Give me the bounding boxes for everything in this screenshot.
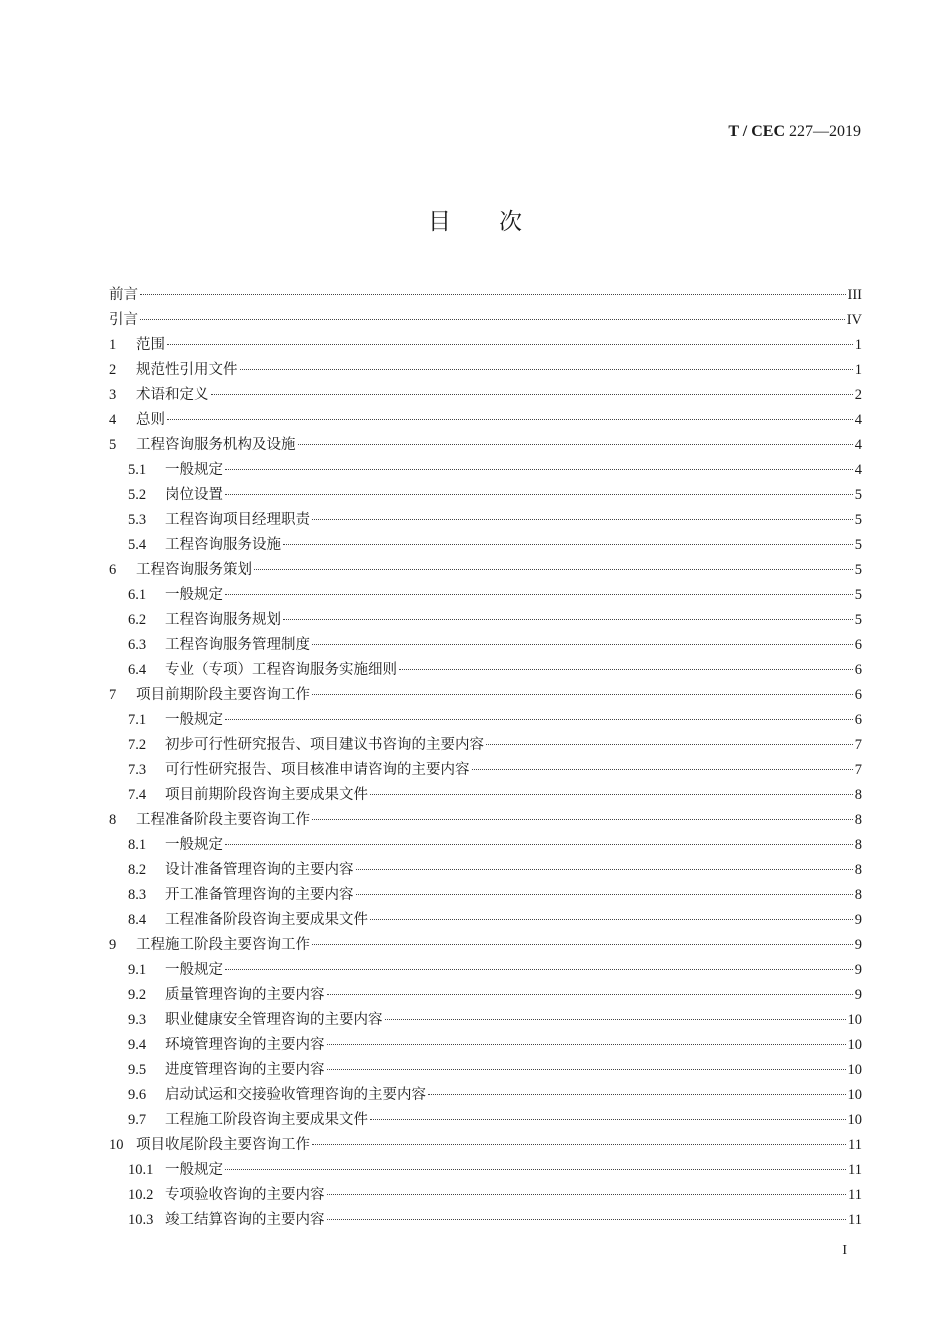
toc-entry[interactable] [109,1108,862,1133]
toc-leader-dots [283,619,853,620]
toc-leader-dots [225,494,853,495]
toc-entry[interactable] [109,1058,862,1083]
toc-entry-page: 5 [854,537,862,553]
page-title: 目次 [428,209,570,235]
toc-entry-title: 开工准备管理咨询的主要内容 [165,887,354,903]
toc-entry-page: 1 [854,337,862,353]
toc-entry[interactable] [109,1083,862,1108]
toc-entry-number: 7.4 [128,787,147,803]
toc-entry-title: 范围 [136,337,165,353]
toc-entry-title: 工程准备阶段咨询主要成果文件 [165,912,368,928]
toc-entry-number: 10 [109,1137,124,1153]
toc-entry-title: 质量管理咨询的主要内容 [165,987,325,1003]
document-code [728,123,861,141]
toc-entry[interactable] [109,658,862,683]
toc-entry-number: 9.6 [128,1087,147,1103]
toc-entry-number: 7.1 [128,712,147,728]
toc-entry[interactable] [109,1208,862,1233]
toc-leader-dots [312,819,853,820]
toc-entry[interactable] [109,608,862,633]
toc-entry-number: 10.2 [128,1187,154,1203]
document-code-suffix: 227—2019 [785,123,861,140]
toc-leader-dots [167,419,853,420]
toc-entry-page: 1 [854,362,862,378]
toc-leader-dots [283,544,853,545]
toc-entry-title: 工程咨询服务设施 [165,537,281,553]
toc-leader-dots [140,294,846,295]
toc-entry-number: 10.3 [128,1212,154,1228]
toc-entry-page: 8 [854,862,862,878]
toc-leader-dots [225,594,853,595]
toc-entry-page: 10 [847,1062,862,1078]
toc-entry-title: 职业健康安全管理咨询的主要内容 [165,1012,383,1028]
toc-entry-number: 7.3 [128,762,147,778]
toc-leader-dots [312,694,853,695]
toc-entry-page: 9 [854,962,862,978]
toc-entry[interactable] [109,583,862,608]
toc-entry-title: 一般规定 [165,587,223,603]
toc-entry-title: 岗位设置 [165,487,223,503]
toc-entry-page: 5 [854,512,862,528]
toc-entry-number: 10.1 [128,1162,154,1178]
toc-entry-title: 工程施工阶段主要咨询工作 [136,937,310,953]
toc-entry-number: 1 [109,337,117,353]
toc-entry-title: 一般规定 [165,462,223,478]
toc-entry[interactable] [109,808,862,833]
toc-entry[interactable] [109,633,862,658]
toc-leader-dots [225,844,853,845]
toc-entry-page: IV [846,312,862,328]
toc-entry-number: 6.2 [128,612,147,628]
toc-entry-title: 术语和定义 [136,387,209,403]
toc-entry[interactable] [109,483,862,508]
toc-entry-title: 进度管理咨询的主要内容 [165,1062,325,1078]
toc-entry-number: 6 [109,562,117,578]
toc-entry-page: 8 [854,887,862,903]
toc-entry[interactable] [109,958,862,983]
toc-leader-dots [312,644,853,645]
toc-entry-title: 工程咨询服务管理制度 [165,637,310,653]
toc-entry[interactable] [109,933,862,958]
toc-entry[interactable] [109,408,862,433]
toc-leader-dots [240,369,853,370]
toc-entry-number: 7.2 [128,737,147,753]
toc-entry-title: 环境管理咨询的主要内容 [165,1037,325,1053]
toc-entry[interactable] [109,1133,862,1158]
toc-leader-dots [312,1144,846,1145]
toc-entry[interactable] [109,758,862,783]
toc-entry-page: III [847,287,862,303]
toc-leader-dots [312,519,853,520]
toc-entry-title: 专业（专项）工程咨询服务实施细则 [165,662,397,678]
toc-leader-dots [298,444,853,445]
toc-entry-number: 7 [109,687,117,703]
toc-entry-title: 工程咨询服务规划 [165,612,281,628]
toc-entry-page: 8 [854,787,862,803]
toc-entry-page: 11 [848,1137,862,1153]
toc-entry[interactable] [109,333,862,358]
toc-entry-number: 5.3 [128,512,147,528]
toc-leader-dots [327,994,853,995]
toc-leader-dots [486,744,853,745]
toc-entry-title: 工程施工阶段咨询主要成果文件 [165,1112,368,1128]
toc-entry-page: 11 [848,1212,862,1228]
toc-entry-page: 6 [854,662,862,678]
toc-leader-dots [254,569,853,570]
toc-entry[interactable] [109,558,862,583]
toc-entry[interactable] [109,833,862,858]
toc-entry[interactable] [109,1158,862,1183]
toc-entry-page: 5 [854,612,862,628]
toc-entry[interactable] [109,783,862,808]
toc-entry-title: 可行性研究报告、项目核准申请咨询的主要内容 [165,762,470,778]
toc-entry[interactable] [109,383,862,408]
toc-entry[interactable] [109,283,862,308]
toc-entry-number: 6.1 [128,587,147,603]
toc-entry[interactable] [109,1033,862,1058]
toc-entry-title: 引言 [109,312,138,328]
toc-entry-title: 项目前期阶段主要咨询工作 [136,687,310,703]
toc-entry-page: 4 [854,412,862,428]
toc-entry[interactable] [109,1183,862,1208]
toc-entry[interactable] [109,533,862,558]
toc-entry[interactable] [109,983,862,1008]
toc-entry-page: 5 [854,487,862,503]
toc-entry-number: 8.1 [128,837,147,853]
toc-entry-page: 10 [847,1012,862,1028]
toc-entry-page: 11 [848,1162,862,1178]
toc-entry[interactable] [109,708,862,733]
toc-entry-title: 总则 [136,412,165,428]
toc-entry-number: 8 [109,812,117,828]
toc-entry-number: 9.5 [128,1062,147,1078]
toc-leader-dots [225,969,853,970]
toc-entry-number: 6.4 [128,662,147,678]
toc-entry-title: 工程咨询项目经理职责 [165,512,310,528]
toc-leader-dots [327,1044,846,1045]
toc-entry[interactable] [109,858,862,883]
toc-entry-number: 5.4 [128,537,147,553]
toc-entry-number: 9.3 [128,1012,147,1028]
toc-leader-dots [327,1219,847,1220]
toc-leader-dots [225,719,853,720]
toc-entry-title: 项目收尾阶段主要咨询工作 [136,1137,310,1153]
toc-leader-dots [225,1169,846,1170]
toc-entry-page: 4 [854,462,862,478]
toc-leader-dots [327,1069,846,1070]
toc-entry-title: 工程咨询服务策划 [136,562,252,578]
toc-leader-dots [312,944,853,945]
toc-leader-dots [370,919,853,920]
toc-entry-title: 启动试运和交接验收管理咨询的主要内容 [165,1087,426,1103]
toc-entry-page: 8 [854,837,862,853]
toc-entry-number: 9.7 [128,1112,147,1128]
toc-entry[interactable] [109,883,862,908]
toc-leader-dots [370,794,853,795]
toc-entry[interactable] [109,433,862,458]
toc-entry-title: 工程准备阶段主要咨询工作 [136,812,310,828]
toc-leader-dots [225,469,853,470]
toc-entry-page: 10 [847,1112,862,1128]
toc-entry-title: 项目前期阶段咨询主要成果文件 [165,787,368,803]
toc-entry-page: 6 [854,712,862,728]
toc-entry-page: 7 [854,737,862,753]
toc-leader-dots [211,394,853,395]
toc-entry-number: 8.4 [128,912,147,928]
toc-leader-dots [428,1094,846,1095]
toc-entry[interactable] [109,308,862,333]
page-number: I [842,1243,847,1258]
toc-entry-title: 一般规定 [165,1162,223,1178]
toc-entry-number: 8.3 [128,887,147,903]
toc-entry-page: 9 [854,912,862,928]
toc-entry[interactable] [109,458,862,483]
toc-entry-number: 5.1 [128,462,147,478]
toc-entry-page: 2 [854,387,862,403]
toc-entry-number: 5 [109,437,117,453]
toc-entry-title: 前言 [109,287,138,303]
table-of-contents [109,283,862,1233]
toc-entry-number: 9 [109,937,117,953]
toc-leader-dots [356,869,853,870]
toc-entry-number: 2 [109,362,117,378]
toc-entry-number: 5.2 [128,487,147,503]
toc-entry-number: 6.3 [128,637,147,653]
toc-entry-title: 一般规定 [165,837,223,853]
toc-entry-page: 10 [847,1037,862,1053]
toc-entry-page: 7 [854,762,862,778]
toc-entry[interactable] [109,1008,862,1033]
toc-leader-dots [140,319,845,320]
toc-entry[interactable] [109,733,862,758]
toc-leader-dots [167,344,853,345]
toc-leader-dots [356,894,853,895]
toc-entry-number: 9.4 [128,1037,147,1053]
toc-entry-title: 工程咨询服务机构及设施 [136,437,296,453]
toc-leader-dots [472,769,853,770]
toc-entry-title: 一般规定 [165,962,223,978]
toc-leader-dots [370,1119,846,1120]
toc-leader-dots [327,1194,847,1195]
toc-entry[interactable] [109,683,862,708]
toc-entry-title: 初步可行性研究报告、项目建议书咨询的主要内容 [165,737,484,753]
toc-leader-dots [385,1019,846,1020]
toc-entry-title: 设计准备管理咨询的主要内容 [165,862,354,878]
toc-entry-number: 9.2 [128,987,147,1003]
toc-entry-page: 5 [854,587,862,603]
toc-entry[interactable] [109,908,862,933]
toc-entry-title: 一般规定 [165,712,223,728]
toc-entry-page: 6 [854,687,862,703]
toc-entry-page: 9 [854,937,862,953]
toc-entry-page: 9 [854,987,862,1003]
toc-leader-dots [399,669,853,670]
toc-entry-number: 3 [109,387,117,403]
toc-entry-page: 6 [854,637,862,653]
toc-entry-page: 4 [854,437,862,453]
toc-entry-title: 竣工结算咨询的主要内容 [165,1212,325,1228]
toc-entry-number: 8.2 [128,862,147,878]
toc-entry-title: 专项验收咨询的主要内容 [165,1187,325,1203]
toc-entry-page: 5 [854,562,862,578]
toc-entry-page: 8 [854,812,862,828]
document-code-prefix: T / CEC [728,123,785,140]
toc-entry-page: 10 [847,1087,862,1103]
toc-entry-number: 9.1 [128,962,147,978]
toc-entry[interactable] [109,358,862,383]
toc-entry[interactable] [109,508,862,533]
toc-entry-title: 规范性引用文件 [136,362,238,378]
toc-entry-number: 4 [109,412,117,428]
toc-entry-page: 11 [848,1187,862,1203]
